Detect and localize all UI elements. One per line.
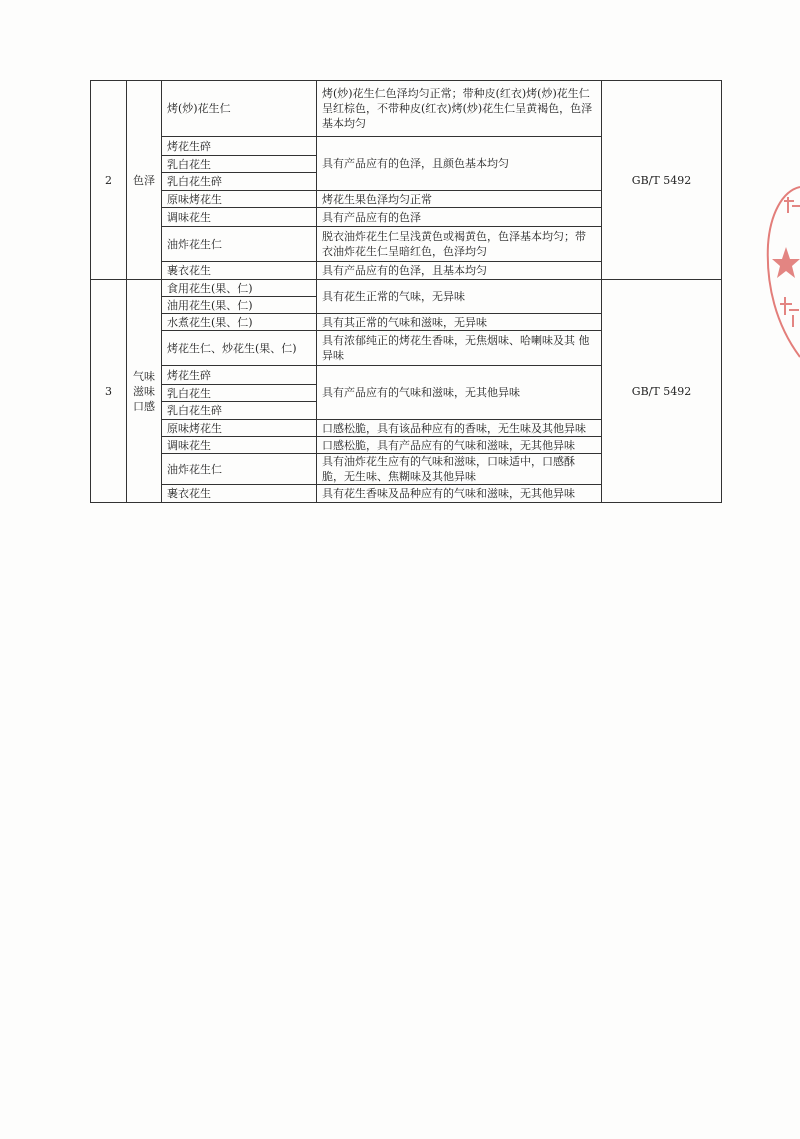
product-name: 油炸花生仁 xyxy=(162,227,317,262)
product-name: 原味烤花生 xyxy=(162,191,317,208)
product-name: 原味烤花生 xyxy=(162,420,317,437)
product-name: 食用花生(果、仁) xyxy=(162,280,317,297)
product-name: 油炸花生仁 xyxy=(162,454,317,485)
product-name: 裹衣花生 xyxy=(162,485,317,503)
requirement-text: 烤花生果色泽均匀正常 xyxy=(317,191,602,208)
product-name: 调味花生 xyxy=(162,437,317,454)
item-category: 色泽 xyxy=(127,81,162,280)
requirement-text: 具有浓郁纯正的烤花生香味，无焦烟味、哈喇味及其 他异味 xyxy=(317,331,602,366)
product-name: 水煮花生(果、仁) xyxy=(162,314,317,331)
requirement-text: 烤(炒)花生仁色泽均匀正常；带种皮(红衣)烤(炒)花生仁呈红棕色，不带种皮(红衣)烤(炒)花生仁呈黄褐色，色泽基本均匀 xyxy=(317,81,602,137)
table-row xyxy=(91,81,722,137)
requirement-text: 具有产品应有的色泽，且基本均匀 xyxy=(317,262,602,280)
requirement-text: 具有花生香味及品种应有的气味和滋味，无其他异味 xyxy=(317,485,602,503)
product-name: 烤花生仁、炒花生(果、仁) xyxy=(162,331,317,366)
product-name: 乳白花生 xyxy=(162,156,317,173)
requirement-text: 具有产品应有的气味和滋味，无其他异味 xyxy=(317,366,602,420)
test-standard: GB/T 5492 xyxy=(602,280,722,503)
item-number: 3 xyxy=(91,280,127,503)
product-name: 烤(炒)花生仁 xyxy=(162,81,317,137)
requirement-text: 具有其正常的气味和滋味，无异味 xyxy=(317,314,602,331)
requirement-text: 具有产品应有的色泽 xyxy=(317,208,602,227)
product-name: 乳白花生碎 xyxy=(162,402,317,420)
table-row xyxy=(91,280,722,297)
spec-table xyxy=(90,80,722,503)
requirement-text: 具有油炸花生应有的气味和滋味，口味适中，口感酥脆，无生味、焦糊味及其他异味 xyxy=(317,454,602,485)
requirement-text: 具有花生正常的气味，无异味 xyxy=(317,280,602,314)
requirement-text: 具有产品应有的色泽，且颜色基本均匀 xyxy=(317,137,602,191)
item-category: 气味 滋味 口感 xyxy=(127,280,162,503)
product-name: 烤花生碎 xyxy=(162,137,317,156)
requirement-text: 口感松脆，具有产品应有的气味和滋味，无其他异味 xyxy=(317,437,602,454)
product-name: 乳白花生 xyxy=(162,385,317,402)
product-name: 乳白花生碎 xyxy=(162,173,317,191)
product-name: 烤花生碎 xyxy=(162,366,317,385)
product-name: 油用花生(果、仁) xyxy=(162,297,317,314)
requirement-text: 脱衣油炸花生仁呈浅黄色或褐黄色，色泽基本均匀；带衣油炸花生仁呈暗红色，色泽均匀 xyxy=(317,227,602,262)
test-standard: GB/T 5492 xyxy=(602,81,722,280)
requirement-text: 口感松脆，具有该品种应有的香味，无生味及其他异味 xyxy=(317,420,602,437)
item-number: 2 xyxy=(91,81,127,280)
product-name: 裹衣花生 xyxy=(162,262,317,280)
product-name: 调味花生 xyxy=(162,208,317,227)
seal-stamp xyxy=(762,185,800,360)
